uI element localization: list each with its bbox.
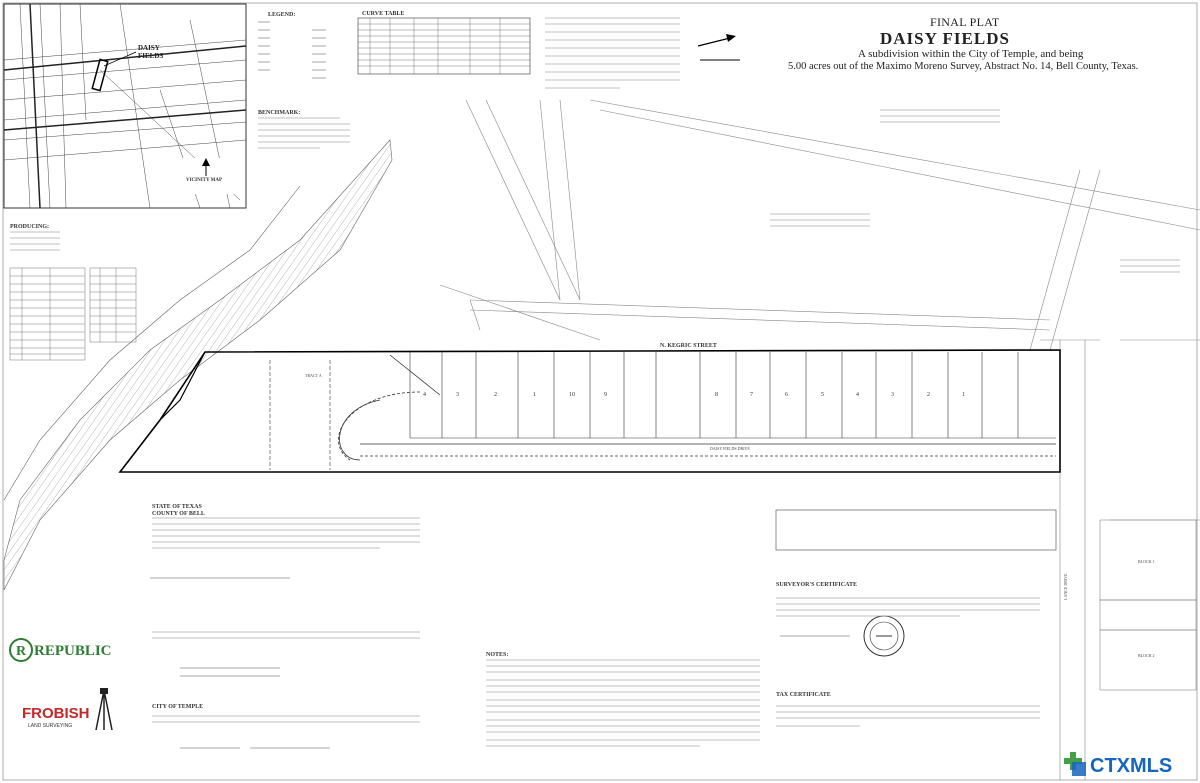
lot-number: 7	[750, 392, 753, 398]
lot-number: 4	[423, 392, 426, 398]
vicinity-map-label: VICINITY MAP	[186, 178, 223, 183]
subdivision-name: DAISY FIELDS	[880, 29, 1010, 48]
tract-a-label: TRACT A	[305, 373, 322, 378]
block-2-label: BLOCK 2	[1138, 653, 1155, 658]
republic-logo-text: REPUBLIC	[34, 643, 112, 659]
north-street-label: N. KEGRIC STREET	[660, 343, 717, 349]
vicinity-site-label: DAISY FIELDS	[138, 44, 164, 61]
lot-number: 9	[604, 392, 607, 398]
lot-number: 8	[715, 392, 718, 398]
north-arrow	[698, 34, 740, 60]
ctxmls-logo-text: CTXMLS	[1090, 755, 1173, 777]
curve-table-heading: CURVE TABLE	[362, 11, 405, 17]
tax-certificate-heading: TAX CERTIFICATE	[776, 692, 831, 698]
survey-seal	[864, 616, 904, 656]
county-heading: COUNTY OF BELL	[152, 511, 205, 517]
benchmark-heading: BENCHMARK:	[258, 110, 301, 116]
east-road-label: LANCE DRIVE	[1063, 573, 1068, 600]
state-heading: STATE OF TEXAS	[152, 504, 202, 510]
lot-number: 2	[927, 392, 930, 398]
signature-lines	[150, 578, 850, 748]
lot-number: 1	[533, 392, 536, 398]
lot-tables	[10, 268, 136, 360]
ctxmls-logo	[1060, 748, 1196, 780]
republic-logo	[8, 636, 120, 664]
lot-number: 3	[456, 392, 459, 398]
north-lots	[270, 352, 1056, 470]
frobish-logo-text: FROBISH	[22, 705, 90, 722]
lot-number: 2	[494, 392, 497, 398]
lot-number: 6	[785, 392, 788, 398]
notes-heading: NOTES:	[486, 652, 509, 658]
lot-number: 4	[856, 392, 859, 398]
lot-number: 3	[891, 392, 894, 398]
curve-table	[358, 18, 530, 74]
legend-heading: LEGEND:	[268, 12, 296, 18]
interior-drive-label: DAISY FIELDS DRIVE	[710, 446, 750, 451]
lot-number: 1	[962, 392, 965, 398]
interior-street	[338, 355, 1056, 460]
legend-box	[258, 22, 326, 78]
recording-box	[776, 510, 1056, 550]
plat-label: FINAL PLAT	[930, 15, 1000, 29]
lot-number: 5	[821, 392, 824, 398]
frobish-logo-subtext: LAND SURVEYING	[28, 723, 73, 729]
subdivision-description-1: A subdivision within the City of Temple, and being	[858, 48, 1084, 60]
block-1-label: BLOCK 1	[1138, 559, 1155, 564]
subdivision-description-2: 5.00 acres out of the Maximo Moreno Survey, Abstract No. 14, Bell County, Texas.	[788, 61, 1139, 72]
city-heading: CITY OF TEMPLE	[152, 704, 204, 710]
frobish-logo	[18, 686, 128, 732]
easement-lines	[440, 100, 1200, 780]
svg-text:R: R	[15, 644, 27, 659]
surveyors-certificate-heading: SURVEYOR'S CERTIFICATE	[776, 582, 857, 588]
lot-number: 10	[569, 392, 575, 398]
producing-heading: PRODUCING:	[10, 224, 49, 230]
